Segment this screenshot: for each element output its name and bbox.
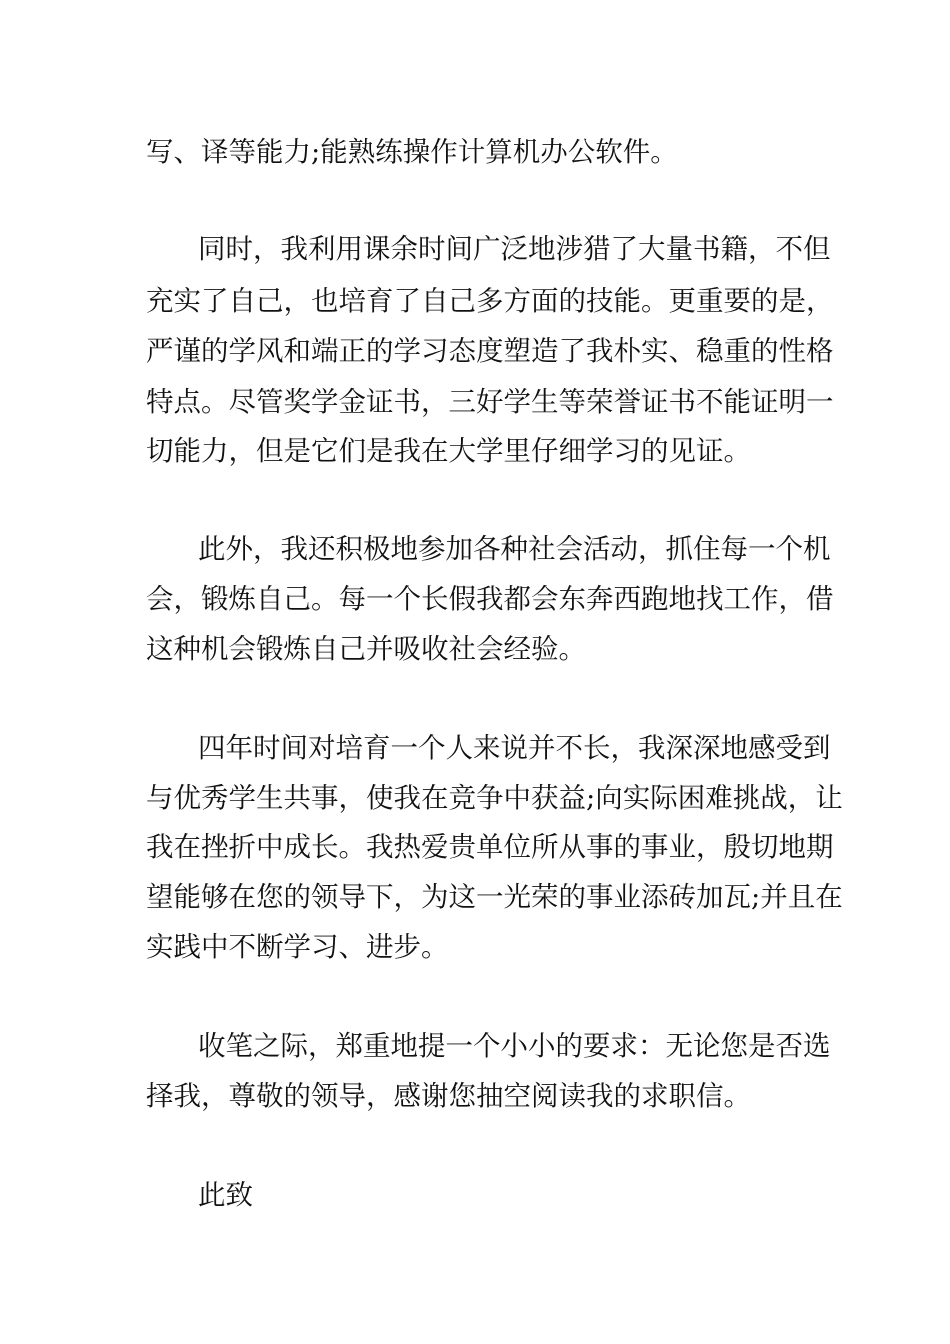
paragraph-3-line-2: 会，锻炼自己。每一个长假我都会东奔西跑地找工作，借 [146, 583, 834, 615]
paragraph-4-line-1: 四年时间对培育一个人来说并不长，我深深地感受到 [198, 732, 831, 764]
paragraph-2-line-5: 切能力，但是它们是我在大学里仔细学习的见证。 [146, 435, 751, 467]
paragraph-2-line-2: 充实了自己，也培育了自己多方面的技能。更重要的是， [146, 285, 834, 317]
paragraph-5-line-2: 择我，尊敬的领导，感谢您抽空阅读我的求职信。 [146, 1080, 751, 1112]
paragraph-4-line-2: 与优秀学生共事，使我在竞争中获益;向实际困难挑战，让 [146, 782, 843, 814]
paragraph-3-line-3: 这种机会锻炼自己并吸收社会经验。 [146, 633, 586, 665]
paragraph-1-line-1: 写、译等能力;能熟练操作计算机办公软件。 [146, 136, 678, 168]
paragraph-4-line-5: 实践中不断学习、进步。 [146, 931, 449, 963]
paragraph-2-line-3: 严谨的学风和端正的学习态度塑造了我朴实、稳重的性格 [146, 335, 834, 367]
paragraph-4-line-4: 望能够在您的领导下，为这一光荣的事业添砖加瓦;并且在 [146, 881, 843, 913]
paragraph-2-line-1: 同时，我利用课余时间广泛地涉猎了大量书籍，不但 [198, 233, 831, 265]
paragraph-3-line-1: 此外，我还积极地参加各种社会活动，抓住每一个机 [198, 533, 831, 565]
closing-salutation: 此致 [198, 1179, 253, 1211]
paragraph-5-line-1: 收笔之际，郑重地提一个小小的要求：无论您是否选 [198, 1030, 831, 1062]
paragraph-4-line-3: 我在挫折中成长。我热爱贵单位所从事的事业，殷切地期 [146, 831, 834, 863]
paragraph-2-line-4: 特点。尽管奖学金证书，三好学生等荣誉证书不能证明一 [146, 386, 834, 418]
